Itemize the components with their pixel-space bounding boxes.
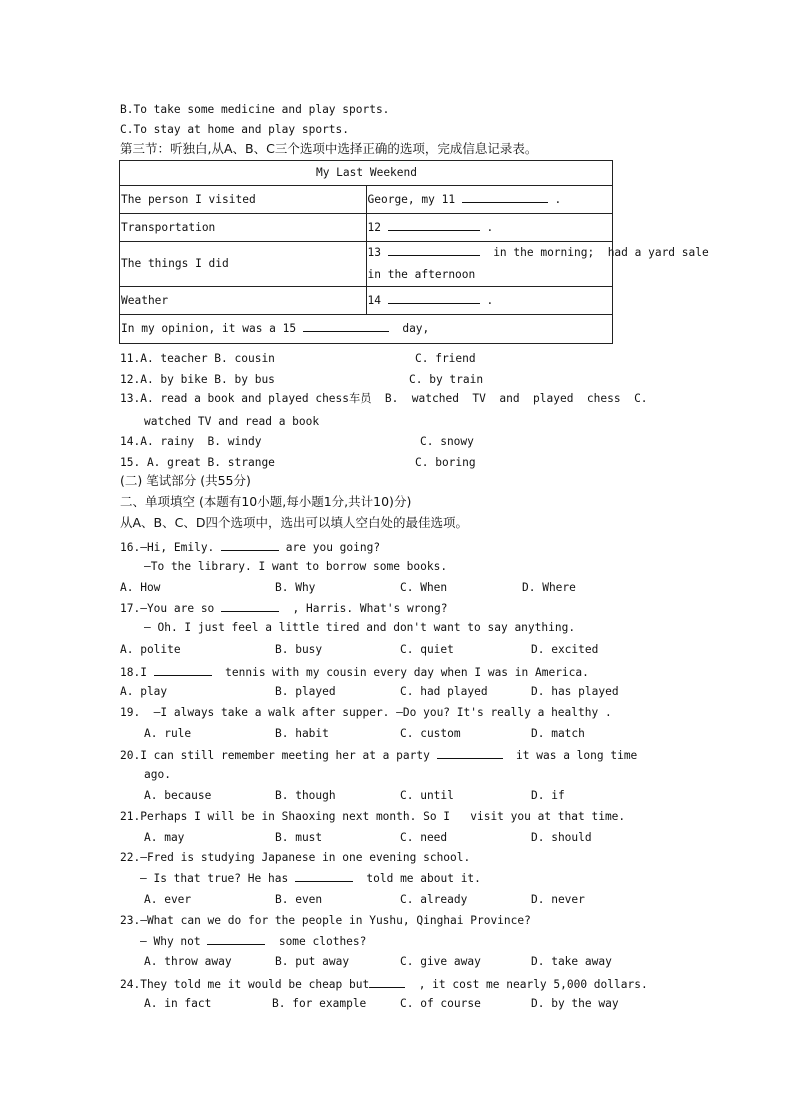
option-d[interactable]: D. if xyxy=(531,789,565,802)
row-label: Transportation xyxy=(120,214,367,242)
answer-blank-24[interactable] xyxy=(369,975,405,988)
question-20-line2: ago. xyxy=(144,768,171,781)
option-c[interactable]: C. quiet xyxy=(400,643,454,656)
option-c[interactable]: C. already xyxy=(400,893,468,906)
question-12: 12.A. by bike B. by bus xyxy=(120,373,275,386)
answer-blank-23[interactable] xyxy=(207,932,265,945)
option-c[interactable]: C. give away xyxy=(400,955,481,968)
row-label: The things I did xyxy=(120,242,367,287)
option-b[interactable]: B. must xyxy=(275,831,323,844)
answer-blank-15[interactable] xyxy=(303,319,389,332)
option-d[interactable]: D. never xyxy=(531,893,585,906)
option-b[interactable]: B. for example xyxy=(272,997,367,1010)
opinion-row: In my opinion, it was a 15 day, xyxy=(120,315,613,344)
question-17-line2: — Oh. I just feel a little tired and don't want to say anything. xyxy=(144,621,576,634)
row-label: The person I visited xyxy=(120,186,367,214)
option-d[interactable]: D. match xyxy=(531,727,585,740)
table-row xyxy=(120,186,613,214)
option-line-c: C.To stay at home and play sports. xyxy=(120,123,350,136)
question-11: 11.A. teacher B. cousin xyxy=(120,352,275,365)
table-row xyxy=(120,214,613,242)
option-c[interactable]: C. until xyxy=(400,789,454,802)
option-d[interactable]: D. Where xyxy=(522,581,576,594)
option-b[interactable]: B. though xyxy=(275,789,336,802)
option-c[interactable]: C. When xyxy=(400,581,448,594)
question-22: 22.—Fred is studying Japanese in one evening school. xyxy=(120,851,471,864)
question-12-option-c: C. by train xyxy=(409,373,484,386)
table-row xyxy=(120,287,613,315)
question-18: 18.I tennis with my cousin every day when I was in America. xyxy=(120,663,589,681)
option-a[interactable]: A. How xyxy=(120,581,161,594)
question-20: 20.I can still remember meeting her at a party it was a long time xyxy=(120,746,637,764)
row-value: 13 in the morning; had a yard sale in the afternoon xyxy=(366,242,613,287)
option-b[interactable]: B. played xyxy=(275,685,336,698)
option-a[interactable]: A. because xyxy=(144,789,212,802)
question-15-option-c: C. boring xyxy=(415,456,476,469)
question-24: 24.They told me it would be cheap but , it cost me nearly 5,000 dollars. xyxy=(120,975,648,993)
question-11-option-c: C. friend xyxy=(415,352,476,365)
table-title: My Last Weekend xyxy=(120,161,613,186)
option-d[interactable]: D. should xyxy=(531,831,592,844)
question-16: 16.—Hi, Emily. are you going? xyxy=(120,538,380,556)
answer-blank-11[interactable] xyxy=(462,190,548,203)
option-c[interactable]: C. of course xyxy=(400,997,481,1010)
option-b[interactable]: B. even xyxy=(275,893,323,906)
option-c[interactable]: C. need xyxy=(400,831,448,844)
answer-blank-14[interactable] xyxy=(388,291,480,304)
question-16-line2: —To the library. I want to borrow some books. xyxy=(144,560,448,573)
answer-blank-22[interactable] xyxy=(295,869,353,882)
option-a[interactable]: A. play xyxy=(120,685,168,698)
table-row xyxy=(120,242,613,287)
option-a[interactable]: A. throw away xyxy=(144,955,232,968)
option-line-b: B.To take some medicine and play sports. xyxy=(120,103,390,116)
question-17: 17.—You are so , Harris. What's wrong? xyxy=(120,599,447,617)
row-value: George, my 11 . xyxy=(366,186,613,214)
question-23: 23.—What can we do for the people in Yushu, Qinghai Province? xyxy=(120,914,531,927)
option-d[interactable]: D. excited xyxy=(531,643,599,656)
question-14: 14.A. rainy B. windy xyxy=(120,435,262,448)
question-19: 19. —I always take a walk after supper. —Do you? It's really a healthy . xyxy=(120,706,612,719)
option-c[interactable]: C. had played xyxy=(400,685,488,698)
question-23-line2: — Why not some clothes? xyxy=(140,932,366,950)
part2-heading: (二) 笔试部分 (共55分) xyxy=(120,473,251,488)
section-single-heading: 二、单项填空 (本题有10小题,每小题1分,共计10)分) xyxy=(120,494,412,509)
answer-blank-17[interactable] xyxy=(221,599,279,612)
question-13-line2: watched TV and read a book xyxy=(144,415,320,428)
option-a[interactable]: A. in fact xyxy=(144,997,212,1010)
option-d[interactable]: D. has played xyxy=(531,685,619,698)
option-b[interactable]: B. Why xyxy=(275,581,316,594)
option-c[interactable]: C. custom xyxy=(400,727,461,740)
question-21: 21.Perhaps I will be in Shaoxing next month. So I visit you at that time. xyxy=(120,810,626,823)
answer-blank-20[interactable] xyxy=(437,746,503,759)
answer-blank-16[interactable] xyxy=(221,538,279,551)
option-d[interactable]: D. take away xyxy=(531,955,612,968)
option-b[interactable]: B. habit xyxy=(275,727,329,740)
question-15: 15. A. great B. strange xyxy=(120,456,275,469)
option-a[interactable]: A. polite xyxy=(120,643,181,656)
question-22-line2: — Is that true? He has told me about it. xyxy=(140,869,481,887)
answer-blank-12[interactable] xyxy=(388,218,480,231)
table-row xyxy=(120,315,613,344)
record-table xyxy=(119,160,709,344)
section-single-instructions: 从A、B、C、D四个选项中，选出可以填人空白处的最佳选项。 xyxy=(120,515,468,530)
option-a[interactable]: A. rule xyxy=(144,727,192,740)
answer-blank-18[interactable] xyxy=(154,663,212,676)
option-d[interactable]: D. by the way xyxy=(531,997,619,1010)
question-13: 13.A. read a book and played chess车员 B. watched TV and played chess C. xyxy=(120,392,648,405)
option-a[interactable]: A. ever xyxy=(144,893,192,906)
option-a[interactable]: A. may xyxy=(144,831,185,844)
section3-heading: 第三节：听独白,从A、B、C三个选项中选择正确的选项，完成信息记录表。 xyxy=(120,141,538,156)
option-b[interactable]: B. busy xyxy=(275,643,323,656)
row-value: 14 . xyxy=(366,287,613,315)
question-14-option-c: C. snowy xyxy=(420,435,474,448)
option-b[interactable]: B. put away xyxy=(275,955,350,968)
row-label: Weather xyxy=(120,287,367,315)
row-value: 12 . xyxy=(366,214,613,242)
answer-blank-13[interactable] xyxy=(388,243,480,256)
